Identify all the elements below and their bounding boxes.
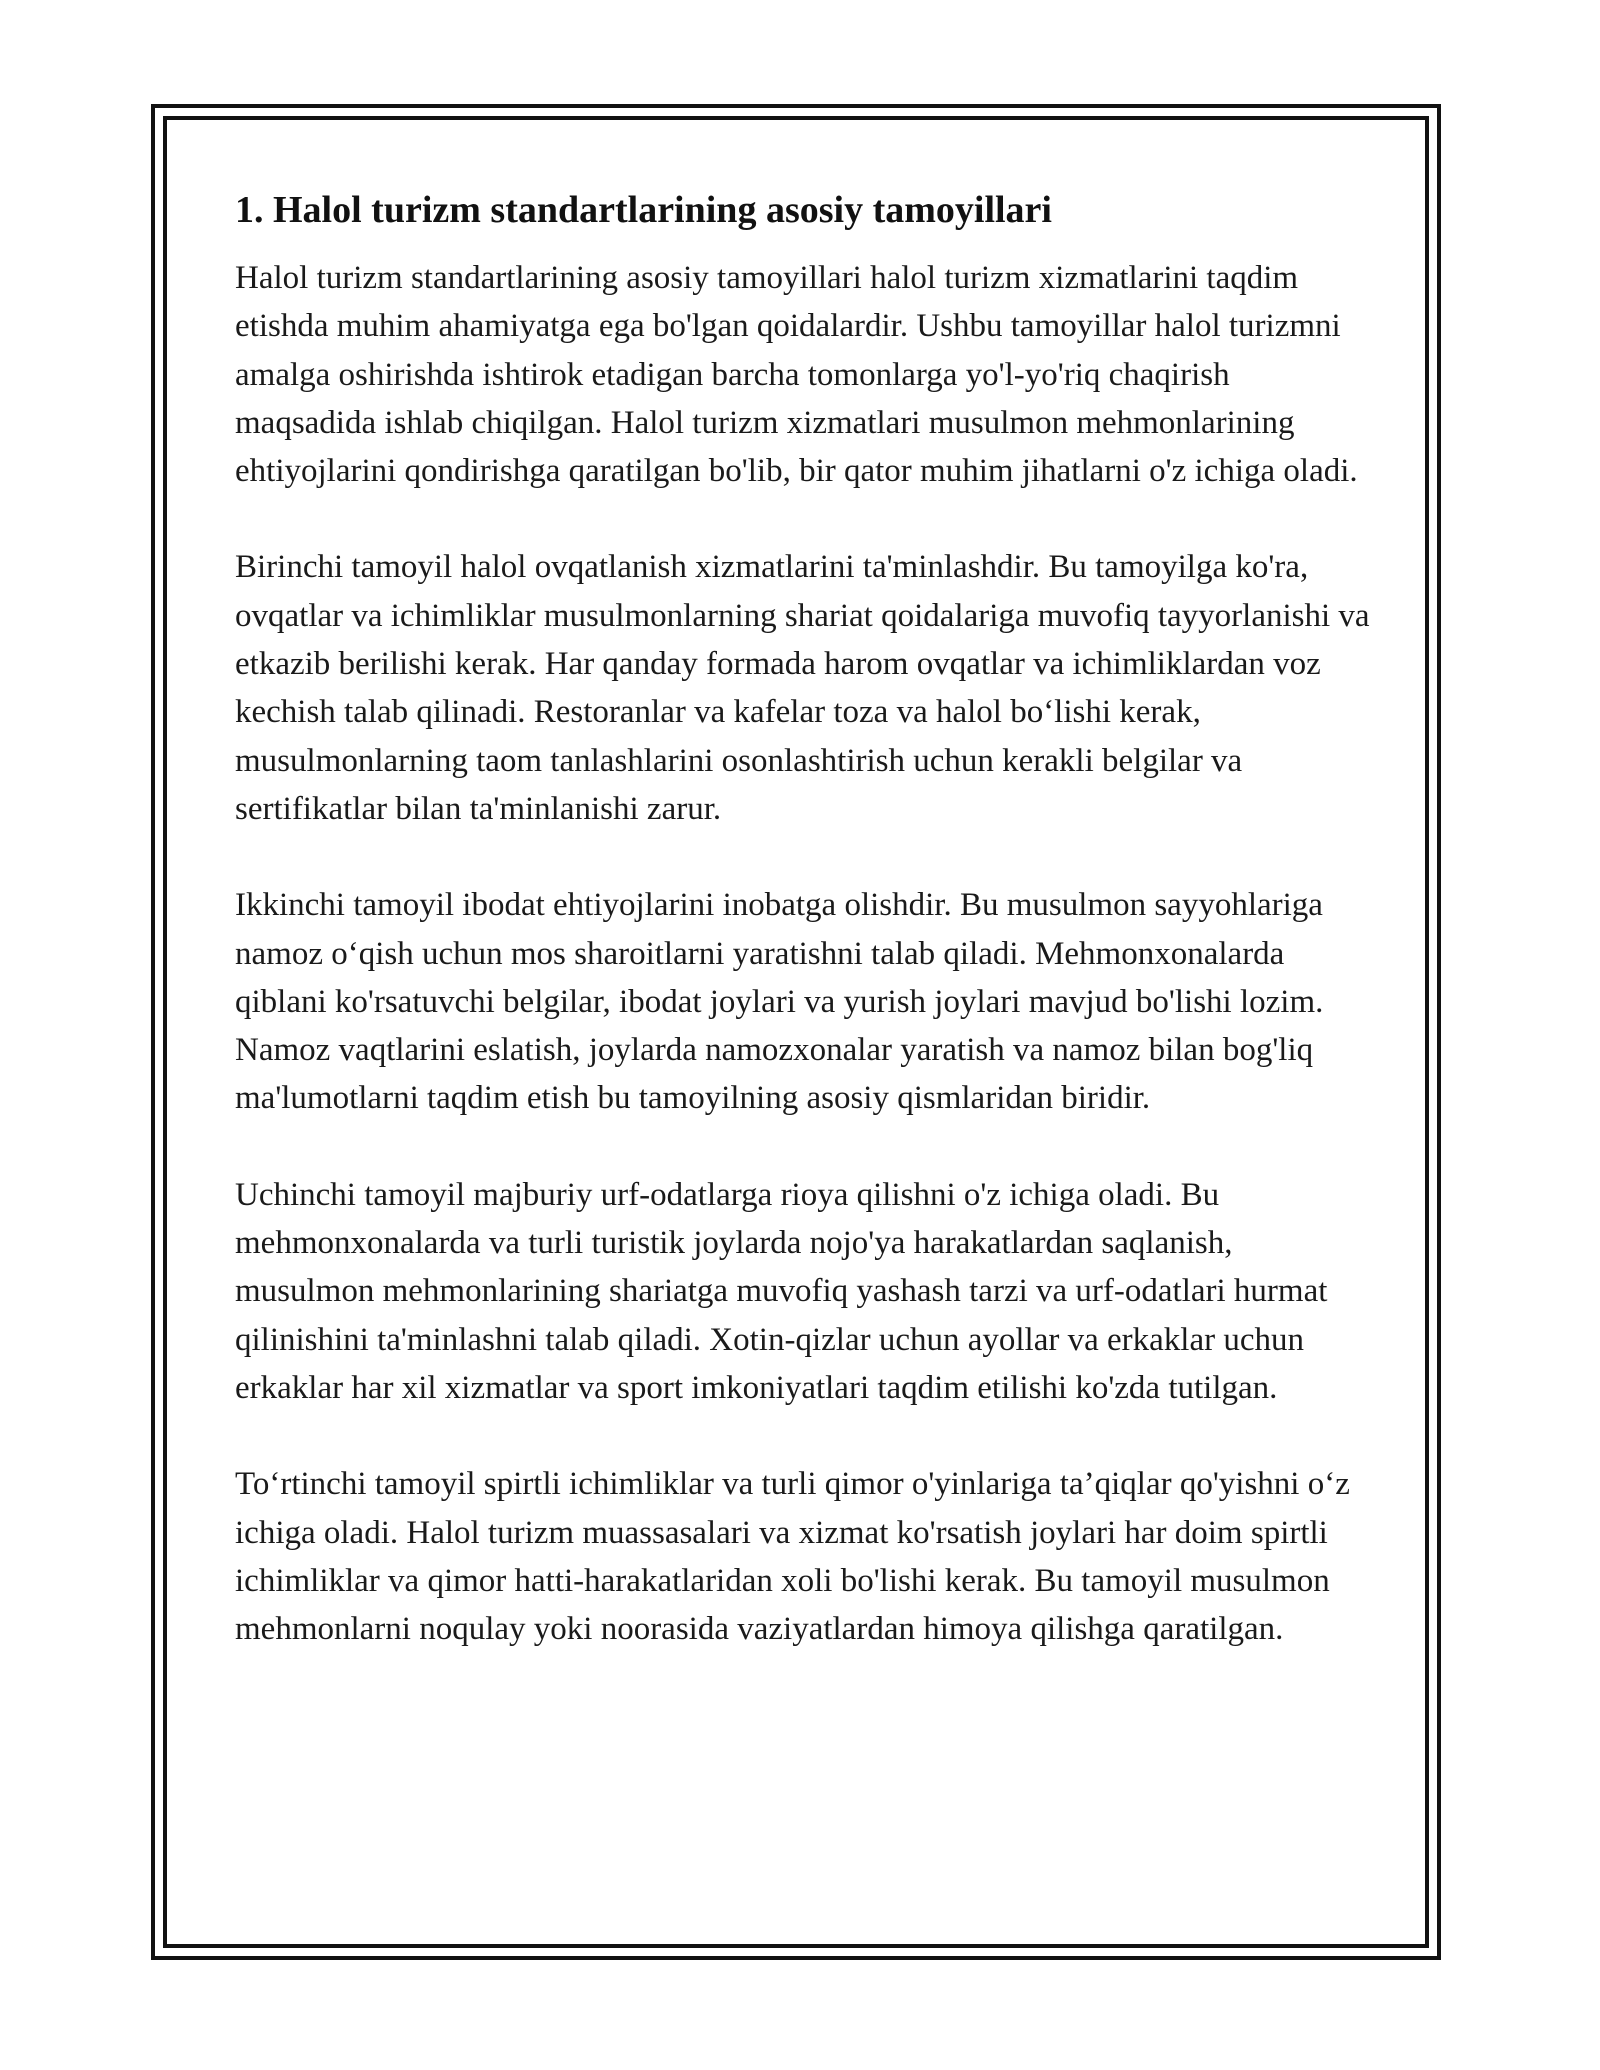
paragraph-intro: Halol turizm standartlarining asosiy tamoyillari halol turizm xizmatlarini taqdim etishda muhim ahamiyatga ega bo'lgan qoidalardir. Ushbu tamoyillar halol turizmni amalga oshirishda ishtirok etadigan barcha tomonlarga yo'l-yo'riq chaqirish maqsadida ishlab chiqilgan. Halol turizm xizmatlari musulmon mehmonlarining ehtiyojlarini qondirishga qaratilgan bo'lib, bir qator muhim jihatlarni o'z ichiga oladi. bbox=[235, 260, 1358, 490]
document-body bbox=[235, 186, 1375, 1653]
paragraph-first-principle: Birinchi tamoyil halol ovqatlanish xizmatlarini ta'minlashdir. Bu tamoyilga ko'ra, ovqatlar va ichimliklar musulmonlarning shariat qoidalariga muvofiq tayyorlanishi va etkazib berilishi kerak. Har qanday formada harom ovqatlar va ichimliklardan voz kechish talab qilinadi. Restoranlar va kafelar toza va halol bo‘lishi kerak, musulmonlarning taom tanlashlarini osonlashtirish uchun kerakli belgilar va sertifikatlar bilan ta'minlanishi zarur. bbox=[235, 549, 1370, 827]
paragraph-third-principle: Uchinchi tamoyil majburiy urf-odatlarga rioya qilishni o'z ichiga oladi. Bu mehmonxonalarda va turli turistik joylarda nojo'ya harakatlardan saqlanish, musulmon mehmonlarining shariatga muvofiq yashash tarzi va urf-odatlari hurmat qilinishini ta'minlashni talab qiladi. Xotin-qizlar uchun ayollar va erkaklar uchun erkaklar har xil xizmatlar va sport imkoniyatlari taqdim etilishi ko'zda tutilgan. bbox=[235, 1176, 1328, 1406]
paragraph-second-principle: Ikkinchi tamoyil ibodat ehtiyojlarini inobatga olishdir. Bu musulmon sayyohlariga namoz o‘qish uchun mos sharoitlarni yaratishni talab qiladi. Mehmonxonalarda qiblani ko'rsatuvchi belgilar, ibodat joylari va yurish joylari mavjud bo'lishi lozim. Namoz vaqtlarini eslatish, joylarda namozxonalar yaratish va namoz bilan bog'liq ma'lumotlarni taqdim etish bu tamoyilning asosiy qismlaridan biridir. bbox=[235, 887, 1324, 1117]
section-heading: 1. Halol turizm standartlarining asosiy tamoyillari bbox=[235, 189, 1052, 231]
paragraph-fourth-principle: To‘rtinchi tamoyil spirtli ichimliklar va turli qimor o'yinlariga ta’qiqlar qo'yishni o‘z ichiga oladi. Halol turizm muassasalari va xizmat ko'rsatish joylari har doim spirtli ichimliklar va qimor hatti-harakatlaridan xoli bo'lishi kerak. Bu tamoyil musulmon mehmonlarni noqulay yoki noorasida vaziyatlardan himoya qilishga qaratilgan. bbox=[235, 1466, 1350, 1648]
